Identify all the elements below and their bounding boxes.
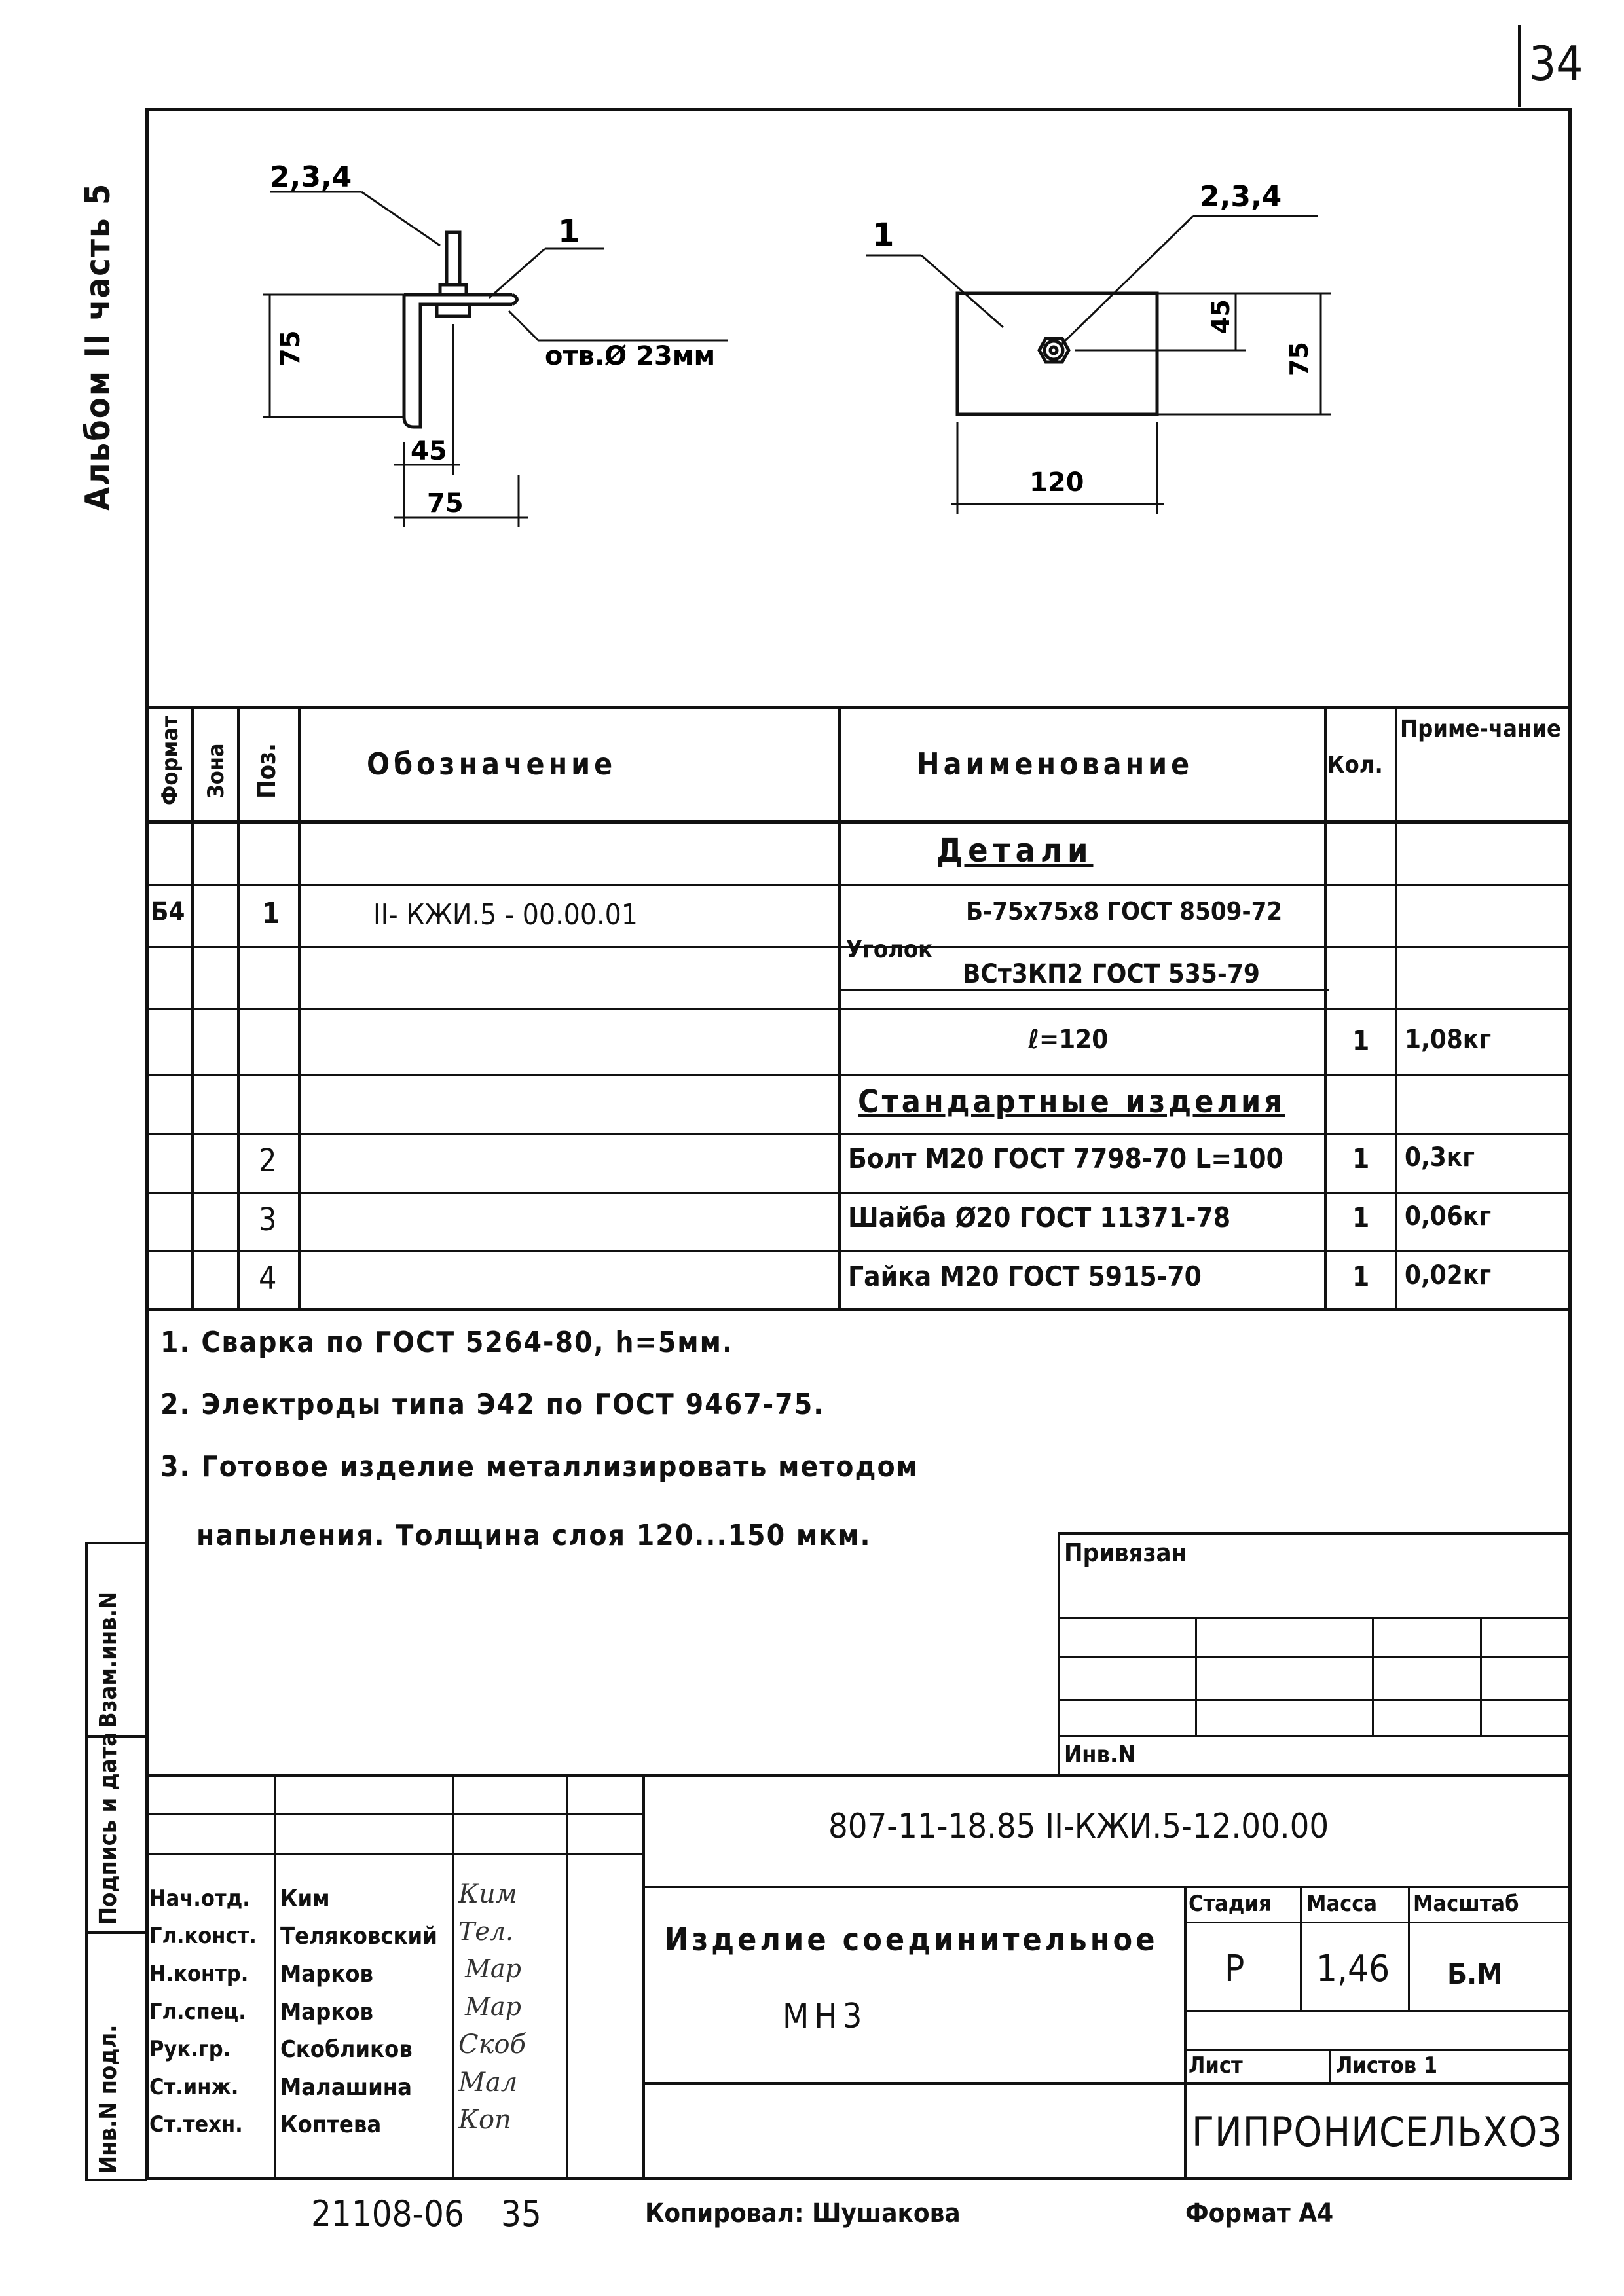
note-3: 3. Готовое изделие металлизировать методом [160,1450,919,1484]
dim-height-left: 75 [276,330,306,367]
signer-name: Малашина [280,2074,412,2101]
header-designation: Обозначение [367,746,617,782]
footer-page: 35 [501,2193,542,2234]
sheet-label: Лист [1189,2052,1243,2079]
row1-designation: II- КЖИ.5 - 00.00.01 [373,898,638,932]
organization: ГИПРОНИСЕЛЬХОЗ [1192,2108,1562,2156]
privyazan-label: Привязан [1064,1539,1187,1567]
inv-label: Инв.N [1064,1741,1136,1768]
signer-signature: Мар [465,1954,521,1983]
row1-name-top: Б-75х75х8 ГОСТ 8509-72 [966,897,1283,926]
dim-75-right: 75 [1285,342,1314,376]
sheet-number: 34 [1529,36,1583,91]
doc-code: 807-11-18.85 II-КЖИ.5-12.00.00 [828,1807,1329,1846]
row4-note: 0,02кг [1405,1260,1492,1290]
row1-pos: 1 [262,897,280,930]
row1-name-label: Уголок [846,936,933,963]
signer-role: Рук.гр. [149,2036,231,2062]
signer-signature: Скоб [458,2030,526,2060]
dim-45-left: 45 [411,436,447,466]
header-qty: Кол. [1327,752,1383,778]
signer-signature: Коп [458,2105,511,2135]
callout-part-left: 1 [558,213,580,250]
scale-value: Б.М [1447,1958,1503,1991]
signer-role: Нач.отд. [149,1886,250,1912]
section-standard: Стандартные изделия [858,1084,1285,1120]
signer-name: Марков [280,1999,374,2026]
signer-signature: Мар [465,1992,521,2021]
detail-drawing [145,108,1572,710]
sheet-number-divider [1518,25,1521,107]
callout-pos-right: 2,3,4 [1200,180,1282,213]
signer-role: Н.контр. [149,1961,249,1987]
note-3-cont: напыления. Толщина слоя 120...150 мкм. [196,1519,872,1552]
mass-label: Масса [1306,1891,1377,1917]
signer-name: Марков [280,1961,374,1988]
section-details: Детали [936,831,1094,869]
callout-part-right: 1 [872,217,895,253]
row3-pos: 3 [259,1201,277,1238]
sheets-label: Листов 1 [1336,2052,1437,2079]
side-inv-podl: Инв.N подл. [95,2024,122,2174]
note-1: 1. Сварка по ГОСТ 5264-80, h=5мм. [160,1326,734,1359]
signer-name: Ким [280,1886,330,1912]
product-mark: МН3 [783,1997,868,2036]
row2-name: Болт М20 ГОСТ 7798-70 L=100 [848,1142,1283,1175]
signer-role: Гл.спец. [149,1999,246,2025]
row2-note: 0,3кг [1405,1142,1475,1173]
footer-archive: 21108-06 [311,2193,464,2234]
side-title: Альбом II часть 5 [79,182,118,511]
row3-name: Шайба Ø20 ГОСТ 11371-78 [848,1201,1231,1233]
header-pos: Поз. [252,743,281,799]
header-zone: Зона [203,743,229,799]
row1-name-bottom: ВСт3КП2 ГОСТ 535-79 [963,959,1260,989]
footer-copied: Копировал: Шушакова [645,2198,961,2229]
signer-signature: Ким [458,1879,517,1909]
signer-role: Ст.инж. [149,2074,239,2100]
header-name: Наименование [917,746,1194,782]
mass-value: 1,46 [1316,1948,1390,1990]
header-format: Формат [157,716,183,805]
row3-note: 0,06кг [1405,1201,1492,1231]
row1-note: 1,08кг [1405,1025,1492,1055]
stage-value: Р [1225,1948,1245,1990]
row1-length: ℓ=120 [1028,1025,1109,1055]
row4-qty: 1 [1352,1260,1370,1292]
note-2: 2. Электроды типа Э42 по ГОСТ 9467-75. [160,1388,825,1421]
signer-signature: Тел. [458,1917,514,1946]
footer-format: Формат А4 [1185,2198,1334,2229]
dim-45-right: 45 [1206,299,1235,334]
signer-role: Гл.конст. [149,1923,257,1949]
callout-pos-left: 2,3,4 [270,160,352,194]
signer-role: Ст.техн. [149,2111,243,2138]
signer-signature: Мал [458,2068,518,2098]
row2-qty: 1 [1352,1142,1370,1175]
signer-name: Коптева [280,2111,382,2138]
header-note: Приме-чание [1400,716,1562,742]
dim-75-left: 75 [427,488,464,519]
side-vzam: Взам.инв.N [95,1591,122,1728]
row3-qty: 1 [1352,1201,1370,1233]
signer-name: Скобликов [280,2036,413,2063]
product-name: Изделие соединительное [665,1922,1158,1958]
side-podpis: Подпись и дата [95,1732,122,1925]
row1-format: Б4 [151,897,185,927]
row4-name: Гайка М20 ГОСТ 5915-70 [848,1260,1202,1292]
scale-label: Масштаб [1413,1891,1519,1917]
signer-name: Теляковский [280,1923,437,1950]
dim-120-right: 120 [1029,467,1084,498]
hole-note: отв.Ø 23мм [545,341,716,371]
stage-label: Стадия [1189,1891,1272,1917]
row1-qty: 1 [1352,1025,1370,1057]
row2-pos: 2 [259,1142,277,1179]
row4-pos: 4 [259,1260,277,1297]
